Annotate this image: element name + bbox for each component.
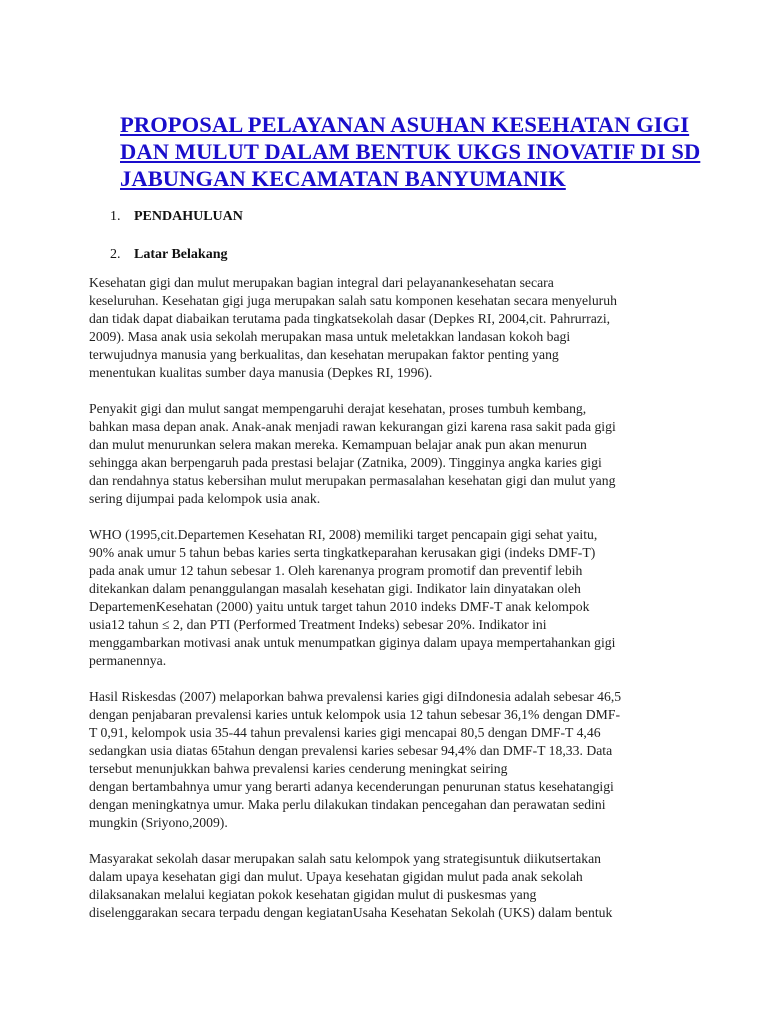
paragraph-line: menggambarkan motivasi anak untuk menumpatkan giginya dalam upaya mempertahankan gigi: [89, 635, 616, 650]
body-paragraph: [89, 400, 689, 508]
paragraph-line: sehingga akan berpengaruh pada prestasi belajar (Zatnika, 2009). Tingginya angka karies gigi: [89, 455, 602, 470]
paragraph-line: Hasil Riskesdas (2007) melaporkan bahwa prevalensi karies gigi diIndonesia adalah sebesar 46,5: [89, 689, 622, 704]
document-title-link[interactable]: PROPOSAL PELAYANAN ASUHAN KESEHATAN GIGI DAN MULUT DALAM BENTUK UKGS INOVATIF DI SD JABUNGAN KECAMATAN BANYUMANIK: [120, 112, 701, 191]
body-paragraph: [89, 688, 689, 832]
paragraph-line: dan mulut menurunkan selera makan mereka. Kemampuan belajar anak pun akan menurun: [89, 437, 587, 452]
paragraph-line: sedangkan usia diatas 65tahun dengan prevalensi karies sebesar 94,4% dan DMF-T 18,33. Data: [89, 743, 613, 758]
paragraph-line: 90% anak umur 5 tahun bebas karies serta tingkatkeparahan kerusakan gigi (indeks DMF-T): [89, 545, 596, 560]
body-text: [89, 274, 689, 940]
paragraph-line: usia12 tahun ≤ 2, dan PTI (Performed Treatment Indeks) sebesar 20%. Indikator ini: [89, 617, 547, 632]
paragraph-line: menentukan kualitas sumber daya manusia (Depkes RI, 1996).: [89, 365, 433, 380]
paragraph-line: permanennya.: [89, 653, 167, 668]
section-label: Latar Belakang: [134, 247, 228, 262]
paragraph-line: ditekankan dalam penanggulangan masalah kesehatan gigi. Indikator lain dinyatakan oleh: [89, 581, 581, 596]
paragraph-line: dalam upaya kesehatan gigi dan mulut. Upaya kesehatan gigidan mulut pada anak sekolah: [89, 869, 583, 884]
paragraph-line: dengan meningkatnya umur. Maka perlu dilakukan tindakan pencegahan dan perawatan sedini: [89, 797, 606, 812]
paragraph-line: dilaksanakan melalui kegiatan pokok kesehatan gigidan mulut di puskesmas yang: [89, 887, 537, 902]
paragraph-line: bahkan masa depan anak. Anak-anak menjadi rawan kekurangan gizi karena rasa sakit pada gigi: [89, 419, 616, 434]
paragraph-line: tersebut menunjukkan bahwa prevalensi karies cenderung meningkat seiring: [89, 761, 508, 776]
paragraph-line: Kesehatan gigi dan mulut merupakan bagian integral dari pelayanankesehatan secara: [89, 275, 554, 290]
section-number: 1.: [110, 209, 121, 224]
paragraph-line: dengan bertambahnya umur yang berarti adanya kecenderungan penurunan status kesehatangigi: [89, 779, 614, 794]
paragraph-line: Penyakit gigi dan mulut sangat mempengaruhi derajat kesehatan, proses tumbuh kembang,: [89, 401, 587, 416]
section-list: [110, 206, 243, 282]
section-label: PENDAHULUAN: [134, 209, 243, 224]
paragraph-line: Masyarakat sekolah dasar merupakan salah satu kelompok yang strategisuntuk diikutsertakan: [89, 851, 601, 866]
paragraph-line: dengan penjabaran prevalensi karies untuk kelompok usia 12 tahun sebesar 36,1% dengan DMF-: [89, 707, 621, 722]
section-number: 2.: [110, 247, 121, 262]
section-item: [110, 206, 243, 244]
paragraph-line: pada anak umur 12 tahun sebesar 1. Oleh karenanya program promotif dan preventif lebih: [89, 563, 583, 578]
paragraph-line: 2009). Masa anak usia sekolah merupakan masa untuk meletakkan landasan kokoh bagi: [89, 329, 571, 344]
paragraph-line: dan tidak dapat diabaikan terutama pada tingkatsekolah dasar (Depkes RI, 2004,cit. Pahrurrazi,: [89, 311, 611, 326]
paragraph-line: sering dijumpai pada kelompok usia anak.: [89, 491, 321, 506]
body-paragraph: [89, 850, 689, 922]
paragraph-line: WHO (1995,cit.Departemen Kesehatan RI, 2008) memiliki target pencapain gigi sehat yaitu,: [89, 527, 598, 542]
body-paragraph: [89, 274, 689, 382]
paragraph-line: T 0,91, kelompok usia 35-44 tahun prevalensi karies gigi mencapai 80,5 dengan DMF-T 4,46: [89, 725, 601, 740]
paragraph-line: DepartemenKesehatan (2000) yaitu untuk target tahun 2010 indeks DMF-T anak kelompok: [89, 599, 590, 614]
paragraph-line: keseluruhan. Kesehatan gigi juga merupakan salah satu komponen kesehatan secara menyeluruh: [89, 293, 617, 308]
body-paragraph: [89, 526, 689, 670]
paragraph-line: diselenggarakan secara terpadu dengan kegiatanUsaha Kesehatan Sekolah (UKS) dalam bentuk: [89, 905, 613, 920]
paragraph-line: dan rendahnya status kebersihan mulut merupakan permasalahan kesehatan gigi dan mulut yang: [89, 473, 616, 488]
paragraph-line: terwujudnya manusia yang berkualitas, dan kesehatan merupakan faktor penting yang: [89, 347, 559, 362]
paragraph-line: mungkin (Sriyono,2009).: [89, 815, 228, 830]
